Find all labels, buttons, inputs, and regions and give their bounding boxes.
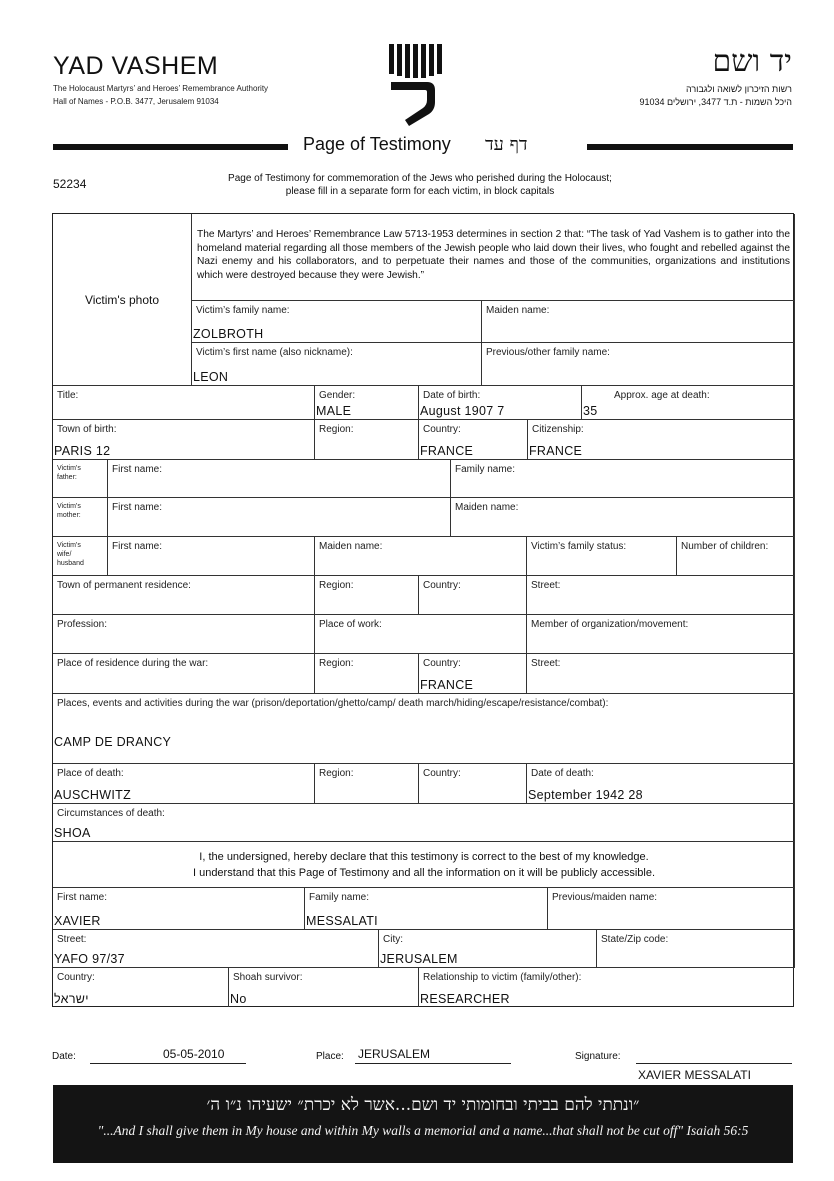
war-events-field[interactable]: Places, events and activities during the war (prison/deportation/ghetto/camp/ death march/hiding/escape/resistance/combat): CAMP DE DRANCY bbox=[53, 694, 795, 764]
place-line[interactable] bbox=[355, 1063, 511, 1064]
intro-text: Page of Testimony for commemoration of the Jews who perished during the Holocaust; please fill in a separate form for each victim, in block capitals bbox=[228, 173, 612, 197]
war-region-field[interactable]: Region: bbox=[315, 654, 419, 694]
residence-region-field[interactable]: Region: bbox=[315, 576, 419, 615]
residence-country-field[interactable]: Country: bbox=[419, 576, 527, 615]
place-of-death-field[interactable]: Place of death: AUSCHWITZ bbox=[53, 764, 315, 804]
mother-tag: Victim’s mother: bbox=[53, 498, 108, 537]
submitter-city: JERUSALEM bbox=[380, 952, 458, 966]
war-country: FRANCE bbox=[420, 678, 474, 692]
death-region-field[interactable]: Region: bbox=[315, 764, 419, 804]
victim-first-name: LEON bbox=[193, 370, 229, 384]
victim-maiden-name-field[interactable]: Maiden name: bbox=[482, 301, 795, 343]
place-label: Place: bbox=[316, 1051, 344, 1062]
page-title-he: דף עד bbox=[485, 134, 528, 155]
shoah-survivor: No bbox=[230, 992, 247, 1006]
relationship: RESEARCHER bbox=[420, 992, 510, 1006]
org-address-en: Hall of Names - P.O.B. 3477, Jerusalem 91034 bbox=[53, 97, 219, 106]
birth-country-field[interactable]: Country: FRANCE bbox=[419, 420, 528, 460]
birth-region-field[interactable]: Region: bbox=[315, 420, 419, 460]
org-name-he: יד ושם bbox=[712, 44, 792, 79]
victim-prev-family-field[interactable]: Previous/other family name: bbox=[482, 343, 795, 386]
submitter-zip-field[interactable]: State/Zip code: bbox=[597, 930, 795, 968]
date-of-death: September 1942 28 bbox=[528, 788, 643, 802]
place-of-death: AUSCHWITZ bbox=[54, 788, 131, 802]
submitter-country: ישראל bbox=[54, 992, 89, 1006]
residence-town-field[interactable]: Town of permanent residence: bbox=[53, 576, 315, 615]
testimony-form bbox=[52, 213, 794, 1007]
victim-gender: MALE bbox=[316, 404, 352, 418]
relationship-field[interactable]: Relationship to victim (family/other): RESEARCHER bbox=[420, 972, 582, 1006]
victim-title-field[interactable]: Title: bbox=[53, 386, 315, 420]
mother-maiden-name-field[interactable]: Maiden name: bbox=[451, 498, 795, 537]
victim-photo-label: Victim's photo bbox=[84, 293, 160, 307]
death-circumstances-field[interactable]: Circumstances of death: SHOA bbox=[53, 804, 795, 842]
yad-vashem-logo-icon bbox=[385, 42, 447, 130]
org-name-en: YAD VASHEM bbox=[53, 52, 219, 80]
war-street-field[interactable]: Street: bbox=[527, 654, 795, 694]
victim-gender-field[interactable]: Gender: MALE bbox=[315, 386, 419, 420]
victim-dob-field[interactable]: Date of birth: August 1907 7 bbox=[419, 386, 582, 420]
father-first-name-field[interactable]: First name: bbox=[108, 460, 451, 498]
form-number: 52234 bbox=[53, 177, 87, 191]
submitter-street-field[interactable]: Street: YAFO 97/37 bbox=[53, 930, 379, 968]
page-title: Page of Testimony bbox=[303, 134, 451, 154]
victim-dob: August 1907 7 bbox=[420, 404, 505, 418]
town-of-birth: PARIS 12 bbox=[54, 444, 111, 458]
victim-first-name-field[interactable]: Victim’s first name (also nickname): LEON bbox=[192, 343, 482, 386]
signature-label: Signature: bbox=[575, 1051, 621, 1062]
law-text-box bbox=[192, 214, 795, 301]
victim-photo-box[interactable] bbox=[53, 214, 192, 386]
declaration-box bbox=[53, 842, 795, 888]
org-subtitle-en: The Holocaust Martyrs’ and Heroes’ Remembrance Authority bbox=[53, 84, 269, 93]
date-label: Date: bbox=[52, 1051, 76, 1062]
law-text: The Martyrs’ and Heroes’ Remembrance Law 5713-1953 determines in section 2 that: “The task of Yad Vashem is to gather into the homeland material regarding all those members of the Jewish people who laid down their lives, who fought and rebelled against the Nazi enemy and his collaborators, and to perpetuate their names and those of the communities, organizations and institutions which were destroyed because they were Jewish.” bbox=[197, 229, 790, 281]
spouse-first-name-field[interactable]: First name: bbox=[108, 537, 315, 576]
signature-date: 05-05-2010 bbox=[163, 1047, 225, 1061]
header-rule-right bbox=[587, 144, 793, 150]
war-events: CAMP DE DRANCY bbox=[54, 735, 172, 749]
submitter-family-name-field[interactable]: Family name: MESSALATI bbox=[305, 888, 548, 930]
death-circumstances: SHOA bbox=[54, 826, 91, 840]
organization-field[interactable]: Member of organization/movement: bbox=[527, 615, 795, 654]
submitter-country-field[interactable]: Country: ישראל bbox=[53, 968, 229, 1007]
citizenship: FRANCE bbox=[529, 444, 583, 458]
death-country-field[interactable]: Country: bbox=[419, 764, 527, 804]
victim-family-name: ZOLBROTH bbox=[193, 327, 264, 341]
children-count-field[interactable]: Number of children: bbox=[677, 537, 795, 576]
submitter-city-field[interactable]: City: JERUSALEM bbox=[379, 930, 597, 968]
org-subtitle-he: רשות הזיכרון לשואה ולגבורה bbox=[685, 84, 792, 94]
declaration-text: I, the undersigned, hereby declare that this testimony is correct to the best of my knowledge. I understand that this Page of Testimony and all the information on it will be publicly accessible. bbox=[192, 851, 656, 879]
father-family-name-field[interactable]: Family name: bbox=[451, 460, 795, 498]
date-of-death-field[interactable]: Date of death: September 1942 28 bbox=[527, 764, 795, 804]
quote-english: "...And I shall give them in My house and within My walls a memorial and a name...that shall not be cut off" Isaiah 56:5 bbox=[97, 1123, 749, 1138]
submitter-first-name: XAVIER bbox=[54, 914, 101, 928]
place-of-work-field[interactable]: Place of work: bbox=[315, 615, 527, 654]
citizenship-field[interactable]: Citizenship: FRANCE bbox=[528, 420, 795, 460]
profession-field[interactable]: Profession: bbox=[53, 615, 315, 654]
victim-age: 35 bbox=[583, 404, 598, 418]
victim-age-field[interactable]: Approx. age at death: 35 bbox=[582, 386, 795, 420]
signer-name: XAVIER MESSALATI bbox=[638, 1068, 751, 1082]
org-address-he: היכל השמות - ת.ד 3477, ירושלים 91034 bbox=[639, 97, 792, 107]
date-line[interactable] bbox=[90, 1063, 246, 1064]
father-tag: Victim’s father: bbox=[53, 460, 108, 498]
isaiah-quote-banner bbox=[53, 1085, 793, 1163]
submitter-prev-name-field[interactable]: Previous/maiden name: bbox=[548, 888, 795, 930]
submitter-family-name: MESSALATI bbox=[306, 914, 378, 928]
submitter-first-name-field[interactable]: First name: XAVIER bbox=[53, 888, 305, 930]
family-status-field[interactable]: Victim’s family status: bbox=[527, 537, 677, 576]
spouse-tag: Victim’s wife/ husband bbox=[53, 537, 108, 576]
war-country-field[interactable]: Country: FRANCE bbox=[419, 654, 527, 694]
header-rule-left bbox=[53, 144, 288, 150]
shoah-survivor-field[interactable]: Shoah survivor: No bbox=[229, 968, 419, 1007]
signature-place: JERUSALEM bbox=[358, 1047, 431, 1061]
quote-hebrew: ״ונתתי להם בביתי ובחומותי יד ושם...אשר לא יכרת״ ישעיהו נ״ו ה׳ bbox=[206, 1095, 640, 1115]
birth-country: FRANCE bbox=[420, 444, 474, 458]
residence-street-field[interactable]: Street: bbox=[527, 576, 795, 615]
submitter-street: YAFO 97/37 bbox=[54, 952, 125, 966]
town-of-birth-field[interactable]: Town of birth: PARIS 12 bbox=[53, 420, 315, 460]
spouse-maiden-name-field[interactable]: Maiden name: bbox=[315, 537, 527, 576]
war-residence-field[interactable]: Place of residence during the war: bbox=[53, 654, 315, 694]
signature-line[interactable] bbox=[636, 1063, 792, 1064]
mother-first-name-field[interactable]: First name: bbox=[108, 498, 451, 537]
victim-family-name-field[interactable]: Victim’s family name: ZOLBROTH bbox=[192, 301, 482, 343]
